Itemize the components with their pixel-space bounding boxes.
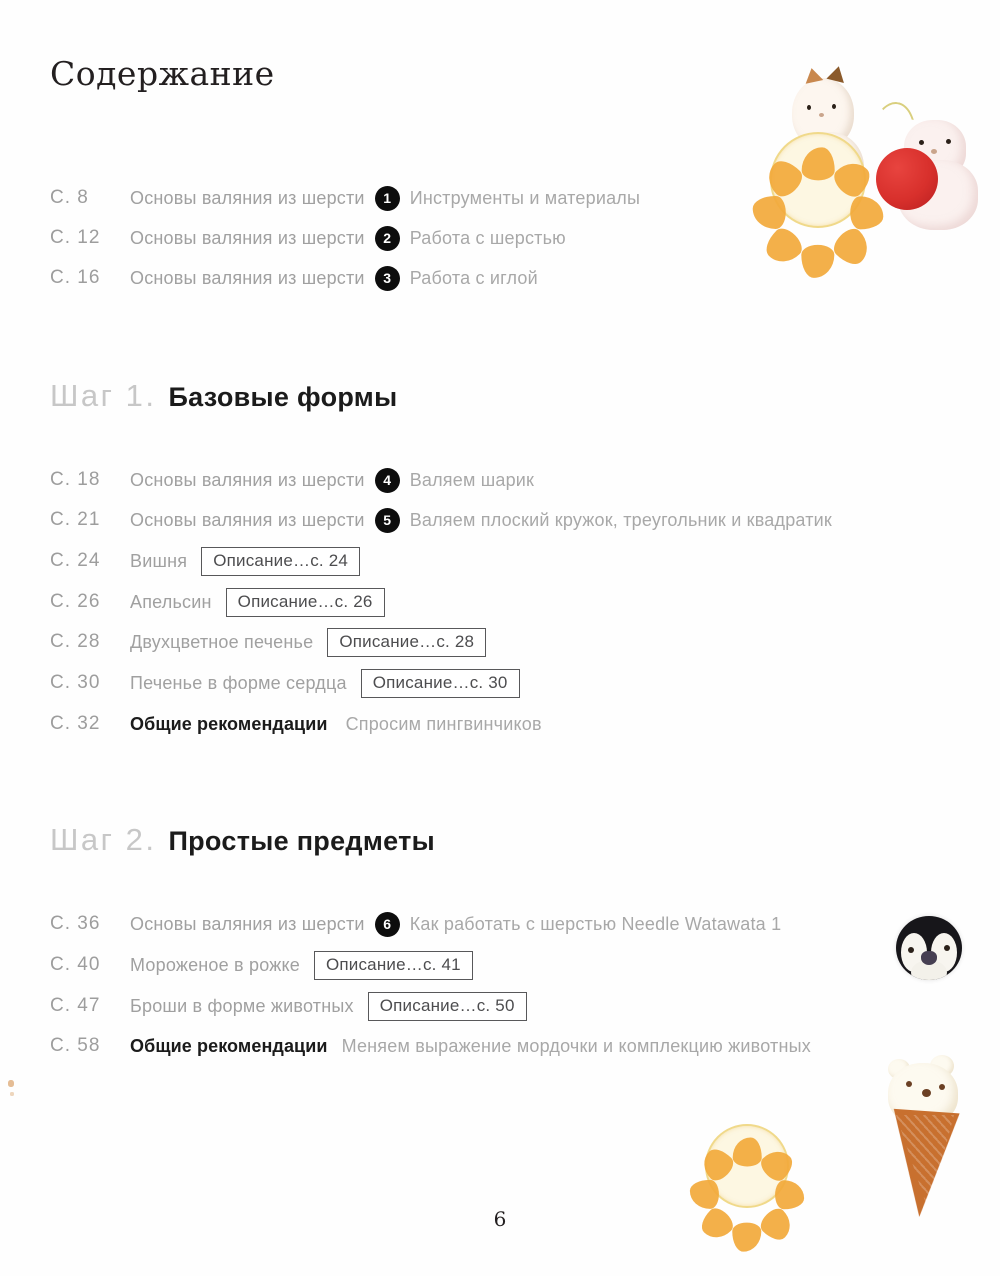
toc-entry [130,951,473,980]
toc-entry-badge: 2 [375,226,400,251]
toc-entry-title: Основы валяния из шерсти [130,913,365,934]
toc-entry-subtitle: Работа с иглой [409,267,538,288]
bear-nose [931,149,937,154]
toc-entry-title: Общие рекомендации [130,1035,328,1056]
toc-row[interactable] [50,264,970,292]
toc-entry-subtitle: Валяем плоский кружок, треугольник и квадратик [409,509,833,530]
toc-entry-badge: 5 [375,508,400,533]
page-title: Содержание [50,54,275,93]
description-box[interactable]: Описание…с. 24 [201,547,360,576]
orange-slice-photo [705,1124,789,1208]
toc-entry [130,912,781,937]
ice-cream-bear-eye-right [939,1084,945,1090]
step-label: Шаг 1. [50,378,157,413]
description-box[interactable]: Описание…с. 28 [327,628,486,657]
page-speck [8,1080,14,1087]
toc-page-ref: С. 12 [50,227,101,248]
toc-entry [130,186,640,211]
step-name: Базовые формы [168,382,398,412]
toc-entry-title: Апельсин [130,591,212,612]
orange-segment [776,1180,805,1209]
cat-eye-right [832,104,836,109]
cat-nose [819,113,824,117]
toc-page-ref: С. 32 [50,713,101,734]
toc-entry-subtitle: Спросим пингвинчиков [345,713,542,734]
toc-row[interactable] [50,628,970,656]
toc-entry [130,547,360,576]
toc-page-ref: С. 8 [50,187,89,208]
toc-page-ref: С. 28 [50,631,101,652]
toc-row[interactable] [50,466,970,494]
toc-page-ref: С. 18 [50,469,101,490]
description-box[interactable]: Описание…с. 50 [368,992,527,1021]
description-box[interactable]: Описание…с. 26 [226,588,385,617]
toc-entry [130,226,566,251]
toc-row[interactable] [50,910,970,938]
bear-ice-cream-cone-photo [868,1055,988,1225]
toc-entry [130,1036,811,1057]
page-speck [10,1092,14,1096]
toc-entry-subtitle: Инструменты и материалы [409,187,641,208]
toc-entry-title: Основы валяния из шерсти [130,469,365,490]
ice-cream-bear-eye-left [906,1081,912,1087]
penguin-eye-left [908,947,914,953]
toc-row[interactable] [50,992,970,1020]
toc-row[interactable] [50,951,970,979]
toc-entry-badge: 4 [375,468,400,493]
description-box[interactable]: Описание…с. 41 [314,951,473,980]
toc-entry [130,714,542,735]
toc-page-ref: С. 26 [50,591,101,612]
toc-entry [130,992,527,1021]
toc-entry-subtitle: Как работать с шерстью Needle Watawata 1 [409,913,782,934]
toc-row[interactable] [50,1032,970,1060]
toc-entry [130,588,385,617]
toc-entry [130,508,832,533]
toc-page-ref: С. 16 [50,267,101,288]
toc-row[interactable] [50,506,970,534]
cat-eye-left [807,105,811,110]
toc-entry-title: Основы валяния из шерсти [130,187,365,208]
description-box[interactable]: Описание…с. 30 [361,669,520,698]
step-name: Простые предметы [168,826,435,856]
toc-page-ref: С. 40 [50,954,101,975]
step-heading-2 [50,822,435,858]
ice-cream-bear-nose [922,1089,931,1097]
toc-entry-subtitle: Меняем выражение мордочки и комплекцию животных [341,1035,811,1056]
toc-page-ref: С. 58 [50,1035,101,1056]
bear-eye-left [919,140,924,145]
step-label: Шаг 2. [50,822,157,857]
toc-row[interactable] [50,669,970,697]
toc-row[interactable] [50,184,970,212]
toc-entry-badge: 3 [375,266,400,291]
toc-row[interactable] [50,588,970,616]
toc-entry [130,628,486,657]
toc-entry-badge: 6 [375,912,400,937]
toc-entry-title: Основы валяния из шерсти [130,509,365,530]
toc-entry-subtitle: Работа с шерстью [409,227,566,248]
toc-entry [130,266,538,291]
toc-row[interactable] [50,224,970,252]
toc-entry-title: Вишня [130,550,188,571]
step-heading-1 [50,378,397,414]
toc-page-ref: С. 47 [50,995,101,1016]
penguin-beak [921,951,937,965]
toc-page-ref: С. 30 [50,672,101,693]
toc-entry-badge: 1 [375,186,400,211]
orange-segment [690,1180,719,1209]
bear-eye-right [946,139,951,144]
toc-entry [130,468,534,493]
toc-entry-title: Основы валяния из шерсти [130,267,365,288]
toc-row[interactable] [50,547,970,575]
toc-entry-subtitle: Валяем шарик [409,469,535,490]
penguin-head-photo [896,916,962,980]
toc-entry-title: Печенье в форме сердца [130,672,347,693]
toc-row[interactable] [50,710,970,738]
orange-slice [770,132,866,228]
toc-entry-title: Двухцветное печенье [130,631,314,652]
toc-entry-title: Мороженое в рожке [130,954,300,975]
toc-entry [130,669,520,698]
toc-entry-title: Основы валяния из шерсти [130,227,365,248]
toc-entry-title: Броши в форме животных [130,995,354,1016]
toc-page-ref: С. 36 [50,913,101,934]
toc-page-ref: С. 24 [50,550,101,571]
page-number: 6 [493,1207,507,1231]
toc-page-ref: С. 21 [50,509,101,530]
toc-entry-title: Общие рекомендации [130,713,328,734]
